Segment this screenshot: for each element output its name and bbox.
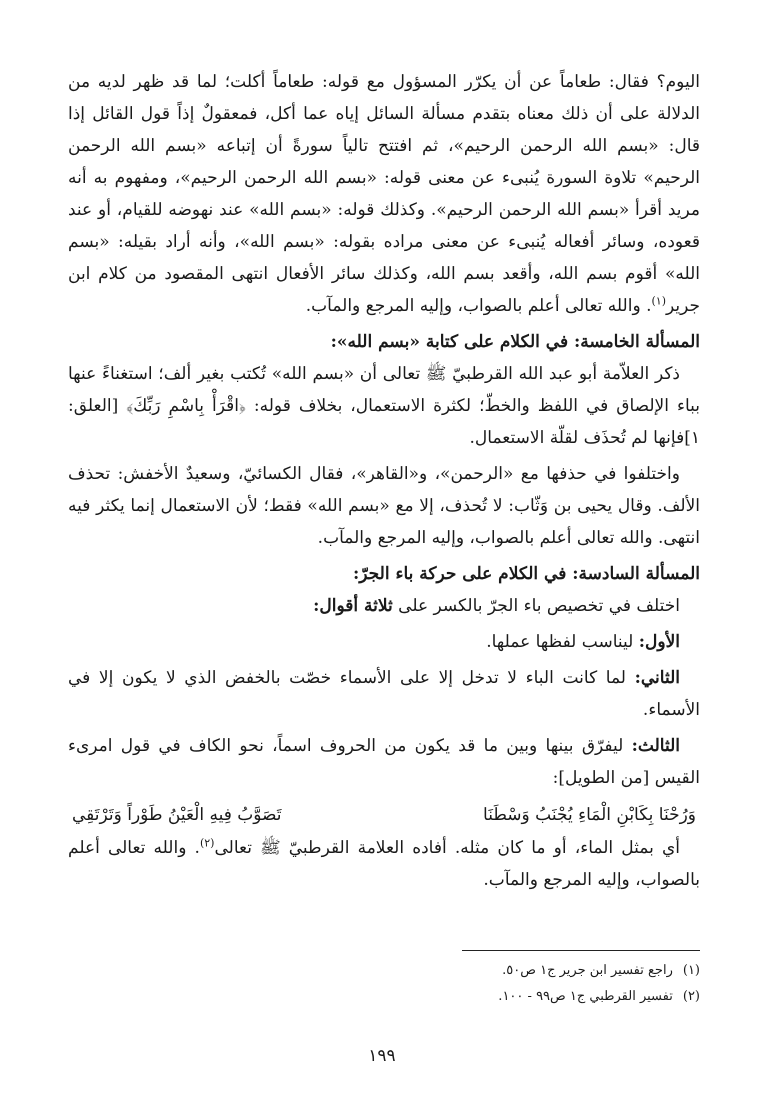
paragraph-1-tail: . والله تعالى أعلم بالصواب، وإليه المرجع والمآب. [305, 296, 652, 316]
paragraph-5-text: أي بمثل الماء، أو ما كان مثله. أفاده العلامة القرطبيّ ﷺ تعالى [214, 838, 681, 858]
verse-second-hemistich: تَصَوَّبُ فِيهِ الْعَيْنُ طَوْراً وَتَرْتَقِي [72, 805, 282, 825]
paragraph-5 [68, 832, 700, 896]
paragraph-3: واختلفوا في حذفها مع «الرحمن»، و«القاهر»، فقال الكسائيّ، وسعيدٌ الأخفش: تحذف الألف. وقال يحيى بن وَثّاب: لا تُحذف، إلا مع «بسم الله» فقط؛ لأن الاستعمال إنما يكثر فيه انتهى. والله تعالى أعلم بالصواب، وإليه المرجع والمآب. [68, 464, 700, 548]
opinion-first [68, 626, 700, 658]
footnote-ref-1[interactable]: (١) [651, 294, 666, 308]
verse-first-hemistich: وَرُحْنَا بِكَابْنِ الْمَاءِ يُجْنَبُ وَسْطَنَا [483, 805, 696, 825]
footnote-2-number: (٢) [682, 989, 700, 1004]
poetry-verse [68, 798, 700, 832]
heading-sixth-issue: المسألة السادسة: في الكلام على حركة باء الجرّ: [353, 564, 700, 584]
footnote-2-text: تفسير القرطبي ج١ ص٩٩ - ١٠٠. [498, 989, 673, 1004]
footnote-1-text: راجع تفسير ابن جرير ج١ ص٥٠. [502, 963, 673, 978]
paragraph-2: ذكر العلاّمة أبو عبد الله القرطبيّ ﷺ تعالى أن «بسم الله» تُكتب بغير ألف؛ استغناءً عنها بباء الإلصاق في اللفظ والخطّ؛ لكثرة الاستعمال، بخلاف قوله: ﴿اقْرَأْ بِاسْمِ رَبِّكَ﴾ [العلق: ١]فإنها لم تُحذَف لقلّة الاستعمال. [68, 364, 700, 448]
opinion-second-label: الثاني: [634, 668, 680, 688]
paragraph-1 [68, 66, 700, 322]
paragraph-4-text: اختلف في تخصيص باء الجرّ بالكسر على [392, 596, 680, 616]
paragraph-1-text: اليوم؟ فقال: طعاماً عن أن يكرّر المسؤول مع قوله: طعاماً أكلت؛ لما قد ظهر لديه من الدلالة على أن ذلك معناه بتقدم مسألة السائل إياه عما أكل، فمعقولٌ إذاً قول القائل إذا قال: «بسم الله الرحمن الرحيم»، ثم افتتح تالياً سورةً أن إتباعه «بسم الله الرحمن الرحيم» تلاوة السورة يُنبىء عن معنى قوله: «بسم الله الرحمن الرحيم»، ومفهوم به أنه مريد أقرأ «بسم الله الرحمن الرحيم». وكذلك قوله: «بسم الله» عند نهوضه للقيام، أو عند قعوده، وسائر أفعاله يُنبىء عن معنى مراده بقوله: «بسم الله»، وأنه أراد بقيله: «بسم الله» أقوم بسم الله، وأقعد بسم الله، وكذلك سائر الأفعال انتهى المقصود من كلام ابن جرير [68, 72, 700, 316]
opinion-second-text: لما كانت الباء لا تدخل إلا على الأسماء خصّت بالخفض الذي لا يكون إلا في الأسماء. [68, 668, 700, 720]
footnote-ref-2[interactable]: (٢) [199, 836, 215, 850]
footnote-1-number: (١) [682, 963, 700, 978]
footnote-divider [462, 950, 700, 951]
opinion-second [68, 662, 700, 726]
opinion-first-label: الأول: [638, 632, 680, 652]
paragraph-4 [68, 590, 700, 622]
opinion-third-text: ليفرّق بينها وبين ما قد يكون من الحروف اسماً، نحو الكاف في قول امرىء القيس [من الطويل]: [68, 736, 700, 788]
heading-fifth-issue: المسألة الخامسة: في الكلام على كتابة «بسم الله»: [330, 332, 700, 352]
page-body [68, 66, 700, 896]
footnotes [60, 958, 700, 1010]
footnote-1 [60, 958, 700, 984]
footnote-2 [60, 984, 700, 1010]
opinion-first-text: ليناسب لفظها عملها. [486, 632, 639, 652]
paragraph-4-bold: ثلاثة أقوال: [313, 596, 393, 616]
page-number: ١٩٩ [368, 1046, 396, 1066]
paragraph-5-tail: . والله تعالى أعلم بالصواب، وإليه المرجع والمآب. [68, 838, 700, 890]
opinion-third-label: الثالث: [631, 736, 680, 756]
opinion-third [68, 730, 700, 794]
